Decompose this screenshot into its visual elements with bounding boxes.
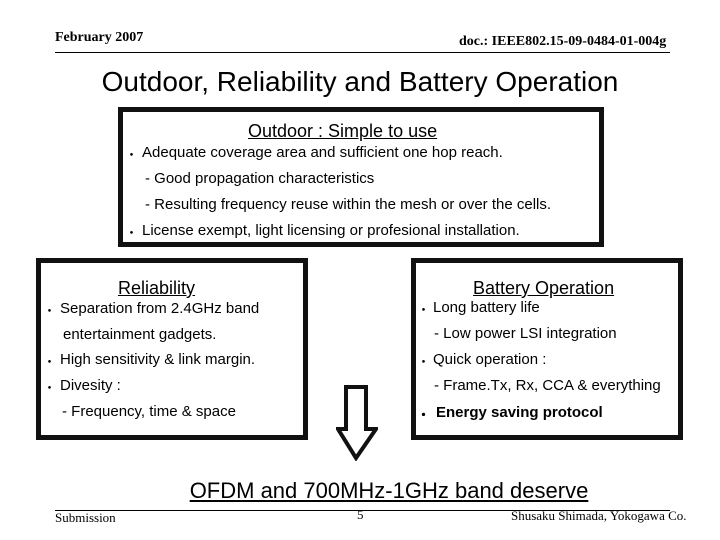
outdoor-item-1-text: Adequate coverage area and sufficient one hop reach. [142,144,503,161]
header-rule [55,52,670,53]
bullet-icon: ・ [42,303,58,320]
outdoor-item-4-text: License exempt, light licensing or profesional installation. [142,222,520,239]
battery-heading: Battery Operation [473,278,615,298]
battery-item-3 [416,351,547,372]
outdoor-item-3: - Resulting frequency reuse within the mesh or over the cells. [145,196,552,213]
bullet-icon: ・ [124,147,140,164]
battery-item-1 [416,299,540,320]
slide-title: Outdoor, Reliability and Battery Operation [101,66,619,97]
outdoor-heading: Outdoor : Simple to use [248,121,438,141]
footer-page-number: 5 [357,507,364,522]
battery-item-5-text: Energy saving protocol [436,404,603,421]
outdoor-item-2: - Good propagation characteristics [145,170,375,187]
battery-item-5 [416,404,603,425]
footer-author: Shusaku Shimada, Yokogawa Co. [511,508,687,523]
reliability-heading: Reliability [118,278,196,298]
battery-item-4: - Frame.Tx, Rx, CCA & everything [434,377,661,394]
reliability-item-3 [42,351,256,372]
header-doc-id: doc.: IEEE802.15-09-0484-01-004g [459,34,667,49]
conclusion-text: OFDM and 700MHz-1GHz band deserve [189,478,589,503]
footer-submission: Submission [55,510,116,525]
bullet-icon: ・ [124,225,140,242]
bullet-icon: ・ [416,407,432,424]
bullet-icon: ・ [42,354,58,371]
battery-item-2: - Low power LSI integration [434,325,617,342]
reliability-item-2: entertainment gadgets. [63,326,217,343]
reliability-item-4 [42,377,121,398]
battery-item-3-text: Quick operation : [433,351,547,368]
bullet-icon: ・ [416,354,432,371]
outdoor-item-1 [124,144,503,165]
bullet-icon: ・ [42,380,58,397]
bullet-icon: ・ [416,302,432,319]
down-arrow-icon [336,385,378,461]
header-date: February 2007 [55,30,144,45]
reliability-item-3-text: High sensitivity & link margin. [60,351,256,368]
reliability-item-1 [42,300,260,321]
outdoor-item-4 [124,222,520,243]
battery-item-1-text: Long battery life [433,299,540,316]
reliability-item-1-text: Separation from 2.4GHz band [60,300,260,317]
reliability-item-5: - Frequency, time & space [62,403,236,420]
reliability-item-4-text: Divesity : [60,377,121,394]
